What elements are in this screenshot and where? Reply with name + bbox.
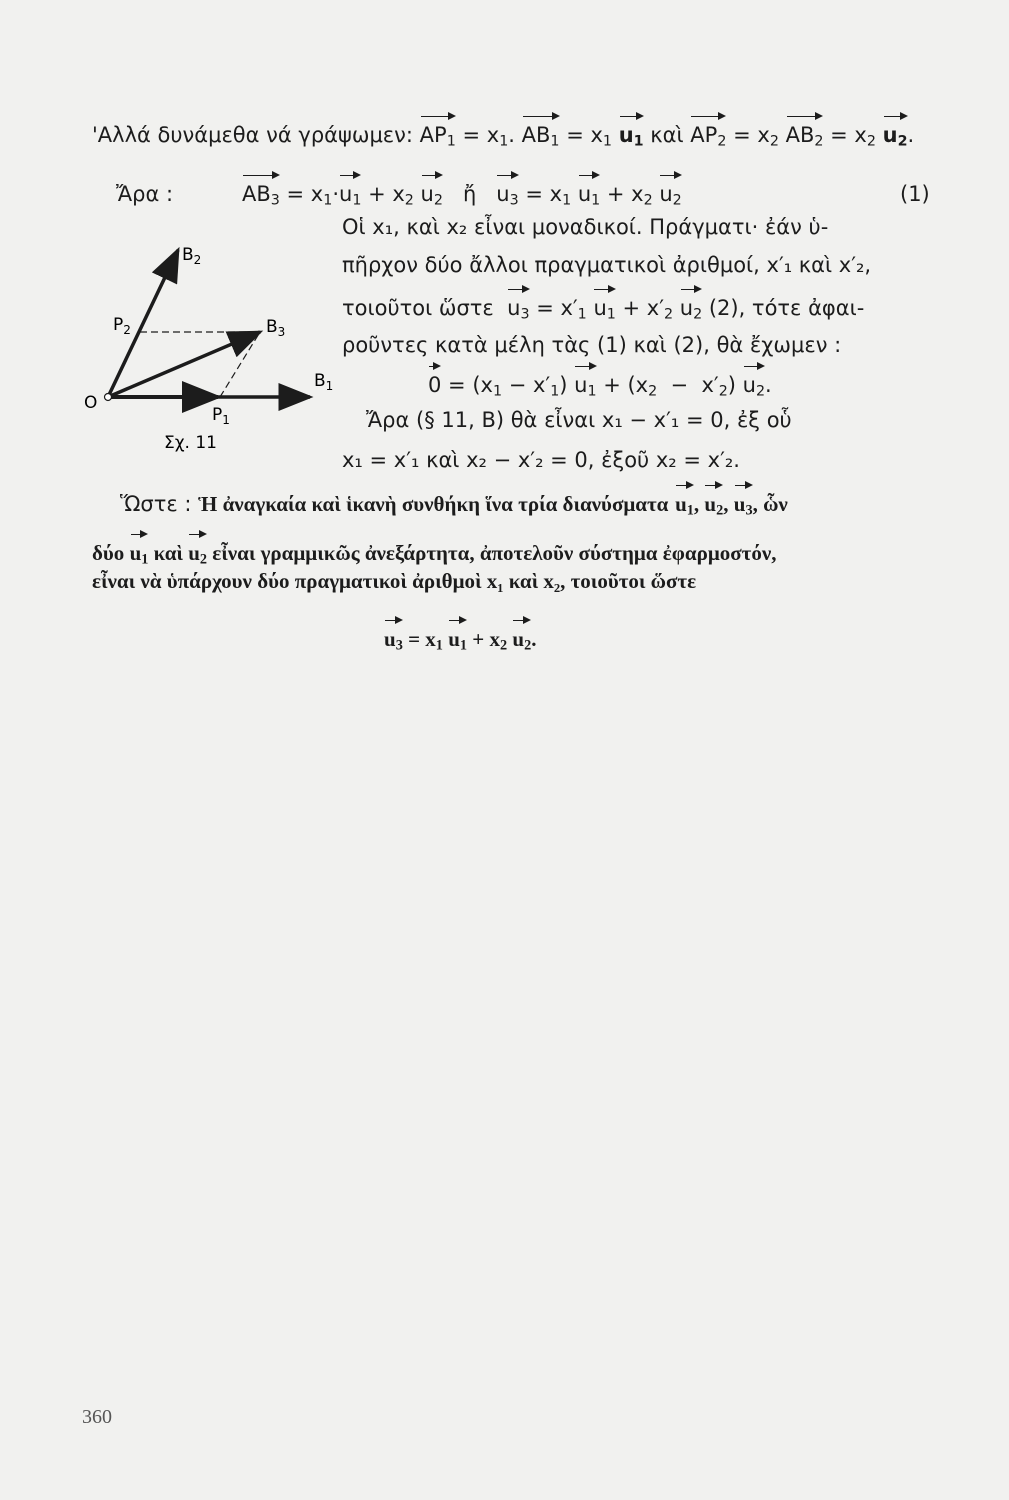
line-5: τοιοῦτοι ὥστε $u_3 = x'_1$ $u_1 + x'_2$ $u_2$ (2), τότε ἀφαι- (342, 296, 865, 323)
line-1: 'Αλλά δυνάμεθα νά γράψωμεν: $AP_1 = x_1$. $AB_1 = x_1$ $u_1$ καὶ $AP_2 = x_2$ $AB_2 = x_2$ $u_2$. (92, 123, 915, 150)
vector-OB3 (108, 332, 260, 397)
vec-AP1: $AP_1$ (419, 123, 456, 150)
figure-vectors (78, 240, 334, 460)
theorem-line-2: δύο $u_1$ καὶ $u_2$ εἶναι γραμμικῶς ἀνεξάρτητα, ἀποτελοῦν σύστημα ἐφαρμοστόν, (92, 541, 777, 568)
theorem-equation: $u_3 = x_1$ $u_1 + x_2$ $u_2$. (384, 627, 537, 654)
vec-u2: $u_2$ (882, 123, 908, 150)
vec-AB1: $AB_1$ (521, 123, 560, 150)
origin-point (105, 394, 112, 401)
vec-u1: $u_1$ (618, 123, 644, 150)
page-number: 360 (82, 1406, 112, 1428)
vec-AB2: $AB_2$ (785, 123, 824, 150)
label-B2: $B_2$ (182, 245, 202, 267)
label-B3: $B_3$ (266, 317, 286, 339)
line-6: ροῦντες κατὰ μέλη τὰς (1) καὶ (2), θὰ ἔχωμεν : (342, 333, 842, 357)
equation-1: $AB_3 = x_1\cdot u_1 + x_2$ $u_2$ ἤ $u_3 = x_1$ $u_1 + x_2$ $u_2$ (242, 182, 682, 209)
line-8: Ἄρα (§ 11, B) θὰ εἶναι x₁ − x′₁ = 0, ἐξ οὗ (366, 408, 792, 432)
line-7: $0 = (x_1 - x'_1) u_1 + (x_2 - x'_2)$ $u_2$. (428, 373, 772, 400)
theorem-line-1: Ὥστε : Ἡ ἀναγκαία καὶ ἱκανὴ συνθήκη ἵνα τρία διανύσματα $u_1$, $u_2$, $u_3$, ὧν (120, 492, 788, 519)
theorem-line-3: εἶναι νὰ ὑπάρχουν δύο πραγματικοὶ ἀριθμοὶ x₁ καὶ x₂, τοιοῦτοι ὥστε (92, 569, 697, 593)
figure-caption: Σχ. 11 (164, 433, 218, 453)
line-2: Ἄρα : (116, 182, 174, 206)
line-9: x₁ = x′₁ καὶ x₂ − x′₂ = 0, ἐξοῦ x₂ = x′₂. (342, 448, 740, 472)
label-P2: $P_2$ (113, 315, 131, 337)
equation-number-1: (1) (900, 182, 930, 206)
line-4: πῆρχον δύο ἄλλοι πραγματικοὶ ἀριθμοί, x′₁ καὶ x′₂, (342, 253, 872, 277)
label-O: O (84, 393, 98, 413)
label-B1: $B_1$ (314, 371, 334, 393)
line-3: Oἱ x₁, καὶ x₂ εἶναι μοναδικοί. Πράγματι· ἐάν ὑ- (342, 215, 829, 239)
vec-AP2: $AP_2$ (690, 123, 727, 150)
label-P1: $P_1$ (212, 405, 230, 427)
